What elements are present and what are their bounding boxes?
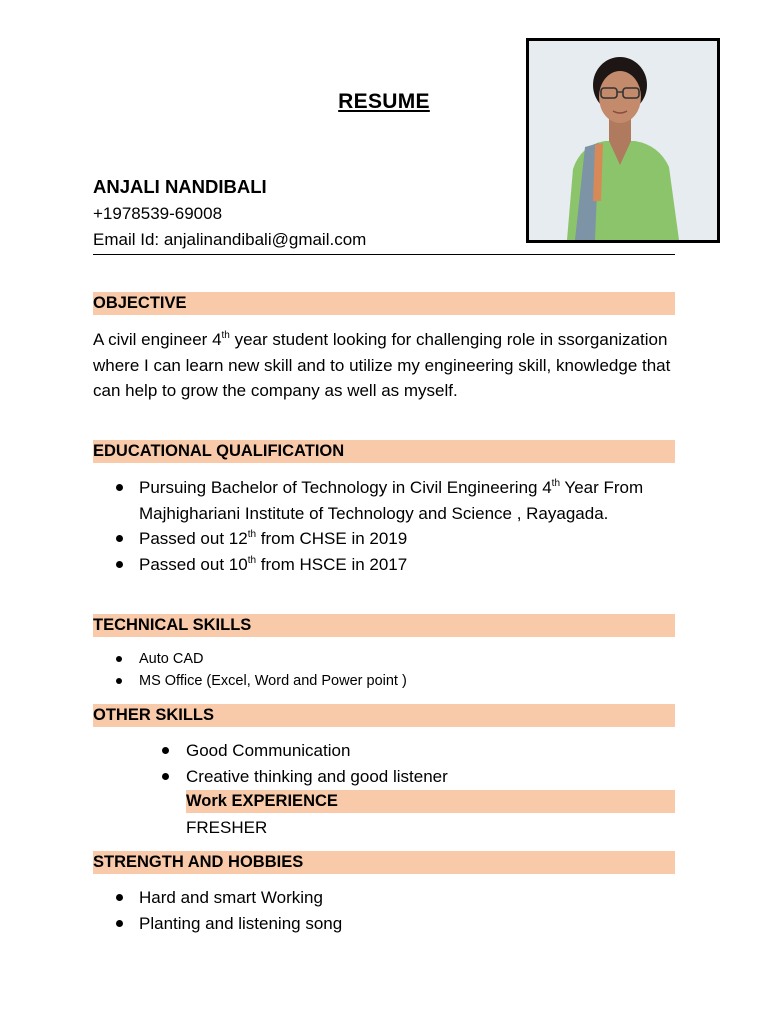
profile-photo	[526, 38, 720, 243]
header-divider	[93, 254, 675, 255]
list-item: Creative thinking and good listener	[93, 764, 673, 790]
strength-hobbies-list	[93, 885, 673, 936]
list-item: Passed out 10th from HSCE in 2017	[93, 552, 673, 578]
list-item: Hard and smart Working	[93, 885, 673, 911]
list-item: Passed out 12th from CHSE in 2019	[93, 526, 673, 552]
list-item: Good Communication	[93, 738, 673, 764]
work-experience-heading: Work EXPERIENCE	[186, 790, 675, 813]
objective-text: A civil engineer 4th year student looking for challenging role in ssorganization where I can learn new skill and to utilize my engineering skill, knowledge that can help to grow the company as well as myself.	[93, 330, 671, 401]
candidate-name: ANJALI NANDIBALI	[93, 176, 267, 197]
technical-skills-heading: TECHNICAL SKILLS	[93, 614, 675, 637]
list-item: Planting and listening song	[93, 911, 673, 937]
education-heading: EDUCATIONAL QUALIFICATION	[93, 440, 675, 463]
portrait-image	[529, 41, 717, 240]
resume-title: RESUME	[338, 90, 430, 113]
email-address: Email Id: anjalinandibali@gmail.com	[93, 230, 367, 249]
education-list	[93, 475, 673, 577]
objective-heading: OBJECTIVE	[93, 292, 675, 315]
phone-number: +1978539-69008	[93, 204, 223, 223]
other-skills-heading: OTHER SKILLS	[93, 704, 675, 727]
strength-hobbies-heading: STRENGTH AND HOBBIES	[93, 851, 675, 874]
list-item: Auto CAD	[93, 648, 673, 670]
technical-skills-list	[93, 648, 673, 692]
other-skills-list	[93, 738, 673, 789]
work-experience-text: FRESHER	[186, 818, 268, 837]
list-item: MS Office (Excel, Word and Power point )	[93, 670, 673, 692]
list-item: Pursuing Bachelor of Technology in Civil Engineering 4th Year From Majhighariani Institute of Technology and Science , Rayagada.	[93, 475, 673, 526]
